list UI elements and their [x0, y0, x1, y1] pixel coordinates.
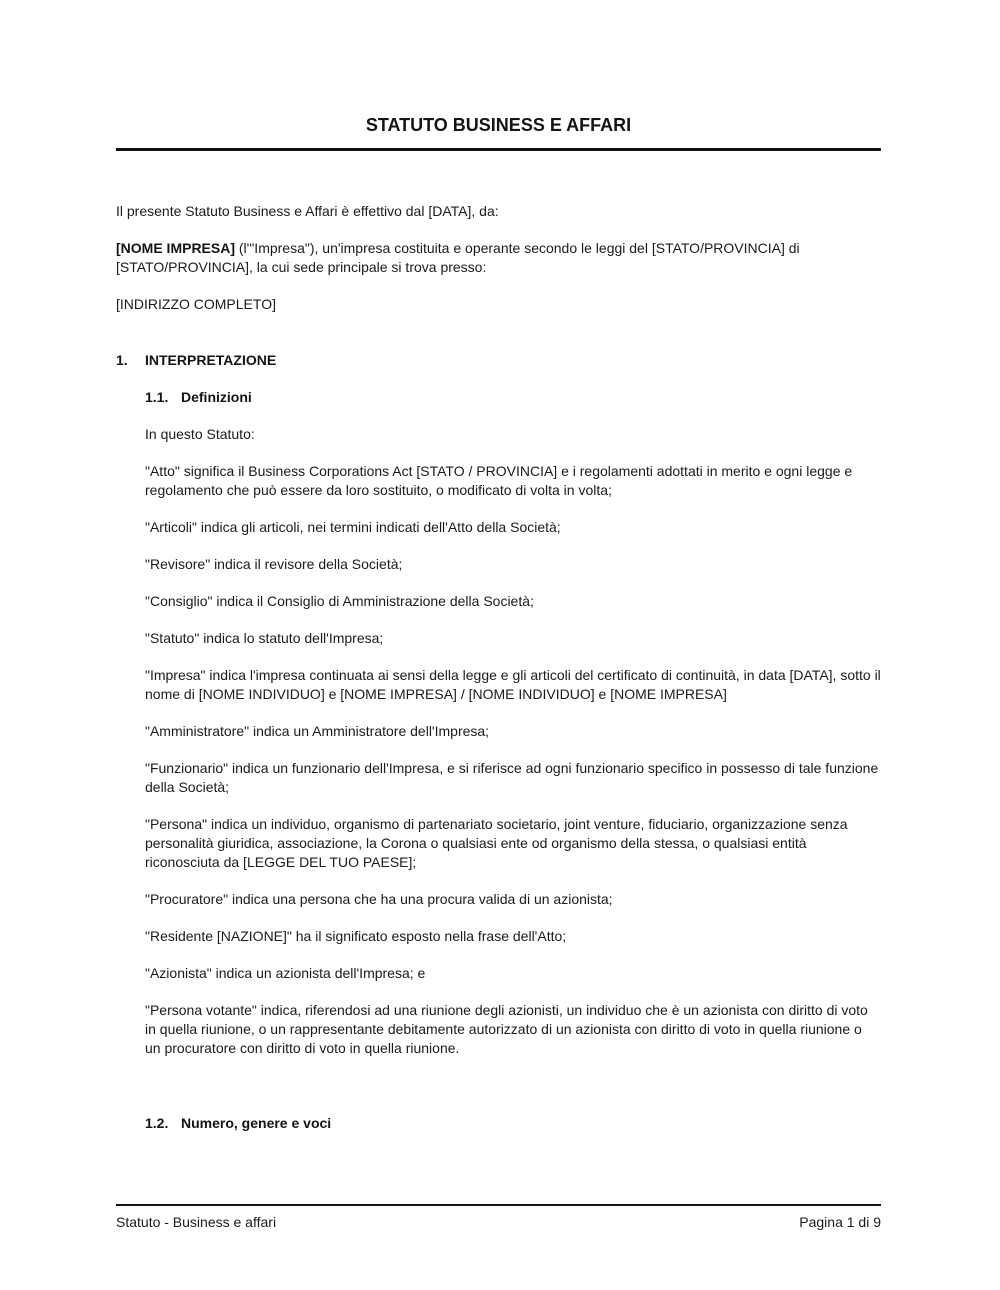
- section-1-1-number: 1.1.: [145, 389, 169, 405]
- definition-azionista: "Azionista" indica un azionista dell'Impresa; e: [145, 965, 426, 981]
- title-rule: [116, 148, 881, 151]
- footer-rule: [116, 1204, 881, 1206]
- section-1-body: [116, 388, 881, 1133]
- footer-row: [116, 1213, 881, 1232]
- footer-document-name: Statuto - Business e affari: [116, 1214, 277, 1230]
- definition-statuto: "Statuto" indica lo statuto dell'Impresa;: [145, 630, 384, 646]
- definition-persona: "Persona" indica un individuo, organismo di partenariato societario, joint venture, fiduciario, organizzazione senza personalità giuridica, associazione, la Corona o qualsiasi ente od organismo della stessa, o qualsiasi entità riconosciuta da [LEGGE DEL TUO PAESE];: [145, 816, 848, 870]
- definition-consiglio: "Consiglio" indica il Consiglio di Amministrazione della Società;: [145, 593, 534, 609]
- definition-procuratore: "Procuratore" indica una persona che ha una procura valida di un azionista;: [145, 891, 613, 907]
- definition-articoli: "Articoli" indica gli articoli, nei termini indicati dell'Atto della Società;: [145, 519, 561, 535]
- section-1-title: INTERPRETAZIONE: [145, 352, 277, 368]
- definition-funzionario: "Funzionario" indica un funzionario dell'Impresa, e si riferisce ad ogni funzionario specifico in possesso di tale funzione della Società;: [145, 760, 879, 795]
- party-paragraph: [116, 239, 881, 277]
- page-footer: [116, 1204, 881, 1232]
- document-title: STATUTO BUSINESS E AFFARI: [365, 115, 632, 135]
- party-name-placeholder: [NOME IMPRESA]: [116, 240, 235, 256]
- definition-atto: "Atto" significa il Business Corporations Act [STATO / PROVINCIA] e i regolamenti adottati in merito e ogni legge e regolamento che può essere da loro sostituito, o modificato di volta in volta;: [145, 463, 853, 498]
- section-1-2-number: 1.2.: [145, 1115, 169, 1131]
- intro-paragraph: Il presente Statuto Business e Affari è effettivo dal [DATA], da:: [116, 203, 499, 219]
- definition-residente: "Residente [NAZIONE]" ha il significato esposto nella frase dell'Atto;: [145, 928, 567, 944]
- party-paragraph-text: (l'"Impresa"), un'impresa costituita e operante secondo le leggi del [STATO/PROVINCIA] di [STATO/PROVINCIA], la cui sede principale si trova presso:: [116, 240, 800, 275]
- section-1-2-title: Numero, genere e voci: [181, 1115, 332, 1131]
- definition-revisore: "Revisore" indica il revisore della Società;: [145, 556, 403, 572]
- definition-persona-votante: "Persona votante" indica, riferendosi ad una riunione degli azionisti, un individuo che è un azionista con diritto di voto in quella riunione, o un rappresentante debitamente autorizzato di un azionista con diritto di voto in quella riunione o un procuratore con diritto di voto in quella riunione.: [145, 1002, 868, 1056]
- section-1-1-title: Definizioni: [181, 389, 252, 405]
- definition-impresa: "Impresa" indica l'impresa continuata ai sensi della legge e gli articoli del certificato di continuità, in data [DATA], sotto il nome di [NOME INDIVIDUO] e [NOME IMPRESA] / [NOME INDIVIDUO] e [NOME IMPRESA]: [145, 667, 881, 702]
- definitions-lead: In questo Statuto:: [145, 426, 255, 442]
- footer-page-number: Pagina 1 di 9: [799, 1214, 881, 1230]
- section-1-2-heading: [145, 1114, 881, 1133]
- section-1-heading: [116, 351, 881, 370]
- definition-amministratore: "Amministratore" indica un Amministratore dell'Impresa;: [145, 723, 490, 739]
- address-placeholder: [INDIRIZZO COMPLETO]: [116, 296, 276, 312]
- section-1-number: 1.: [116, 352, 128, 368]
- section-1-1-heading: [145, 388, 881, 407]
